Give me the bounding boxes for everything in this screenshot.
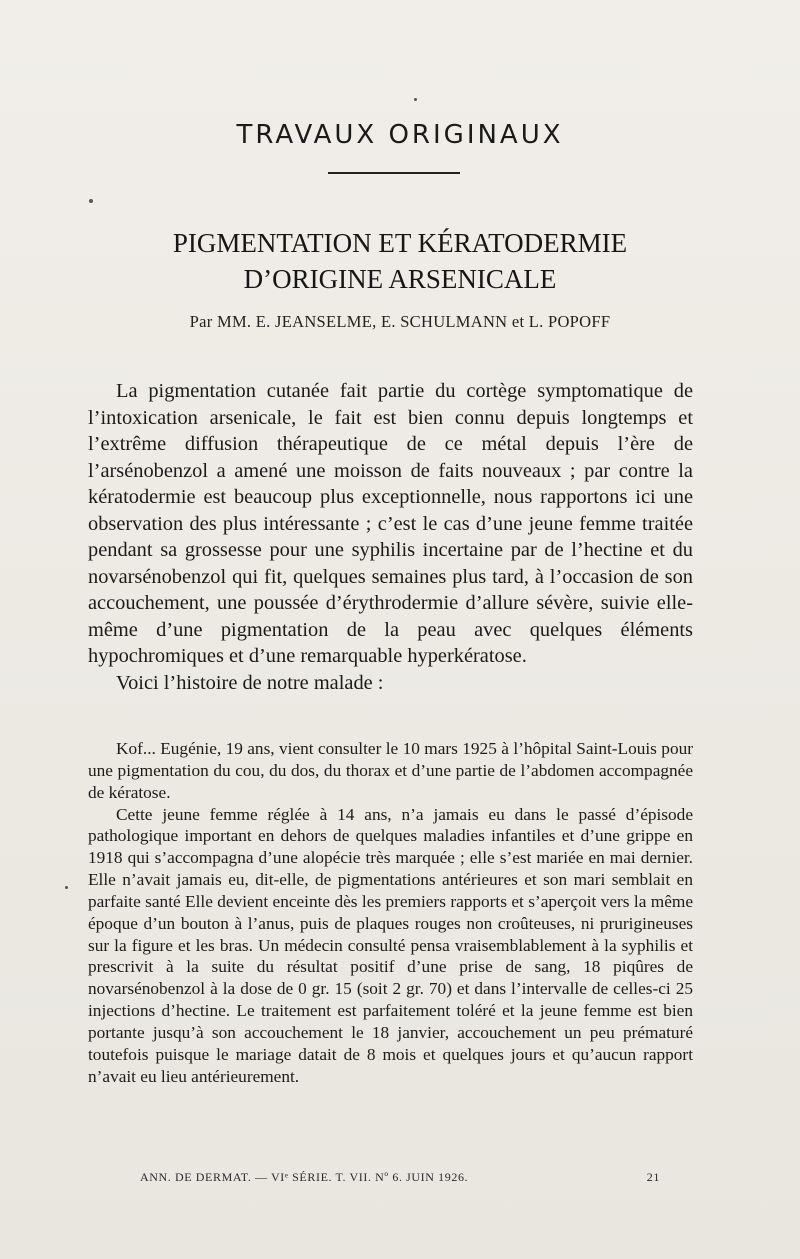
print-speck (414, 98, 417, 101)
case-report-text (88, 738, 693, 1088)
article-title (0, 225, 800, 297)
paragraph: Voici l’histoire de notre malade : (116, 671, 384, 694)
paragraph: Cette jeune femme réglée à 14 ans, n’a jamais eu dans le passé d’épisode pathologique important en dehors de quelques maladies infantiles et d’une grippe en 1918 qui s’accompagna d’une alopécie très marquée ; elle s’est mariée en mai dernier. Elle n’avait jamais eu, dit-elle, de pigmentations antérieures et son mari semblait en parfaite santé Elle devient enceinte dès les premiers rapports et s’aperçoit vers la même époque d’un bouton à l’anus, puis de plaques rouges non croûteuses, ni prurigineuses sur la figure et les bras. Un médecin consulté pensa vraisemblablement à la syphilis et prescrivit à la suite du résultat positif d’une prise de sang, 18 piqûres de novarsénobenzol à la dose de 0 gr. 15 (soit 2 gr. 70) et dans l’intervalle de celles-ci 25 injections d’hectine. Le traitement est parfaitement toléré et la jeune femme est bien portante jusqu’à son accouchement le 18 janvier, accouchement un peu prématuré toutefois puisque le mariage datait de 8 mois et quelques jours et qu’aucun rapport n’avait eu lieu antérieurement. (88, 804, 693, 1086)
print-speck (89, 199, 93, 203)
article-title-line-1: PIGMENTATION ET KÉRATODERMIE (172, 228, 628, 258)
paragraph: Kof... Eugénie, 19 ans, vient consulter le 10 mars 1925 à l’hôpital Saint-Louis pour une pigmentation du cou, du dos, du thorax et d’une partie de l’abdomen accompagnée de kératose. (88, 739, 693, 802)
article-authors: Par MM. E. JEANSELME, E. SCHULMANN et L. POPOFF (189, 312, 611, 331)
article-title-line-2: D’ORIGINE ARSENICALE (243, 264, 557, 294)
journal-reference: ANN. DE DERMAT. — VIᵉ SÉRIE. T. VII. Nº 6. JUIN 1926. (140, 1170, 469, 1184)
heading-rule (328, 172, 460, 174)
page-footer (140, 1170, 660, 1185)
section-heading: TRAVAUX ORIGINAUX (236, 120, 564, 150)
page-number: 21 (646, 1170, 660, 1184)
introduction-text (88, 378, 693, 696)
paragraph: La pigmentation cutanée fait partie du cortège symptomatique de l’intoxication arsenicale, le fait est bien connu depuis longtemps et l’extrême diffusion thérapeutique de ce métal depuis l’ère de l’arsénobenzol a amené une moisson de faits nouveaux ; par contre la kératodermie est beaucoup plus exceptionnelle, nous rapportons ici une observation des plus intéressante ; c’est le cas d’une jeune femme traitée pendant sa grossesse pour une syphilis incertaine par de l’hectine et du novarsénobenzol qui fit, quelques semaines plus tard, à l’occasion de son accouchement, une poussée d’érythrodermie d’allure sévère, suivie elle-même d’une pigmentation de la peau avec quelques éléments hypochromiques et d’une remarquable hyperkératose. (88, 380, 693, 667)
print-speck (65, 886, 68, 889)
